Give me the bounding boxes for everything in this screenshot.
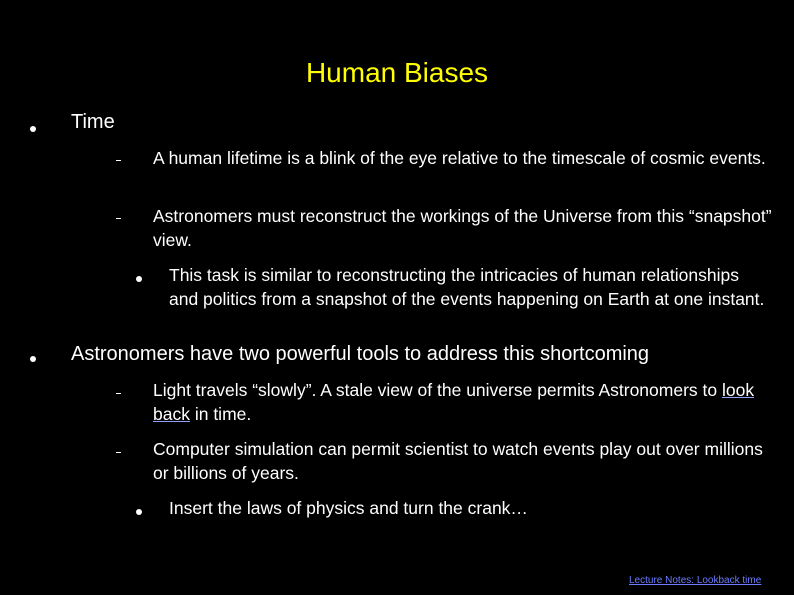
bullet-icon bbox=[136, 276, 142, 282]
subitem-simulation: Computer simulation can permit scientist to watch events play out over millions or billions of years. bbox=[153, 439, 763, 483]
look-back-link[interactable]: look back bbox=[153, 380, 755, 424]
subitem-snapshot: Astronomers must reconstruct the workings of the Universe from this “snapshot” view. bbox=[153, 206, 772, 250]
bullet-icon bbox=[30, 126, 36, 132]
bullet-icon bbox=[30, 356, 36, 362]
subitem-lifetime: A human lifetime is a blink of the eye relative to the timescale of cosmic events. bbox=[153, 148, 766, 168]
light-text-before: Light travels “slowly”. A stale view of the universe permits Astronomers to bbox=[153, 380, 722, 400]
light-text-after: in time. bbox=[189, 404, 252, 424]
bullet-icon bbox=[136, 509, 142, 515]
bullet-time: Time bbox=[71, 111, 115, 133]
slide-title: Human Biases bbox=[305, 57, 489, 88]
dash-icon bbox=[116, 393, 121, 394]
footer-link[interactable]: Lecture Notes: Lookback time bbox=[629, 575, 762, 586]
subsubitem-crank: Insert the laws of physics and turn the crank… bbox=[169, 498, 528, 518]
subsubitem-relationships: This task is similar to reconstructing the intricacies of human relationships and politics from a snapshot of the events happening on Earth at one instant. bbox=[169, 265, 765, 309]
bullet-tools: Astronomers have two powerful tools to address this shortcoming bbox=[71, 343, 650, 365]
dash-icon bbox=[116, 218, 121, 219]
subitem-light bbox=[153, 378, 773, 426]
dash-icon bbox=[116, 160, 121, 161]
dash-icon bbox=[116, 452, 121, 453]
